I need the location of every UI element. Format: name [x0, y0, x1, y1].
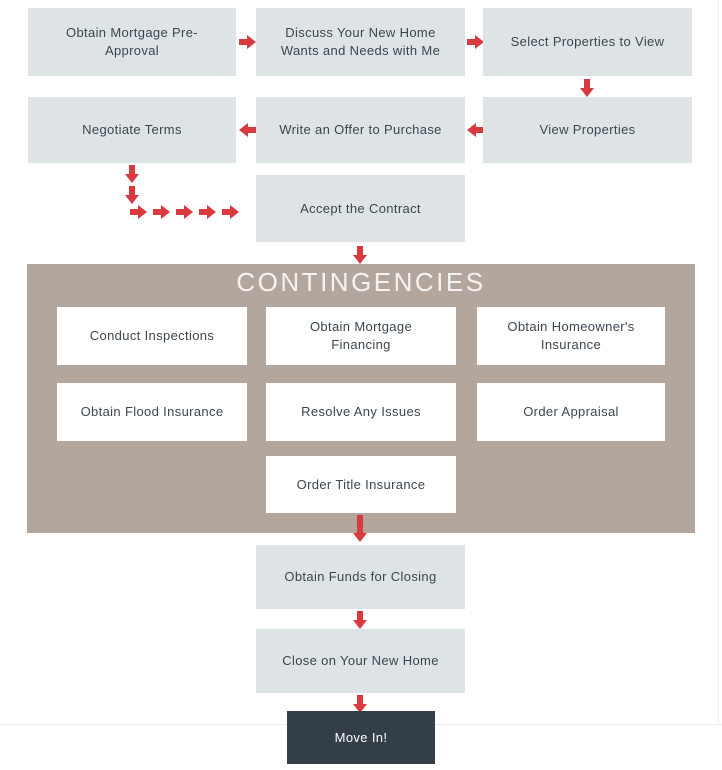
step-close-on-new-home: Close on Your New Home — [256, 629, 465, 693]
step-select-properties: Select Properties to View — [483, 8, 692, 76]
contingency-conduct-inspections: Conduct Inspections — [57, 307, 247, 365]
step-discuss-wants-needs: Discuss Your New Home Wants and Needs with Me — [256, 8, 465, 76]
arrow-right-icon — [153, 205, 170, 219]
arrow-down-icon — [353, 611, 367, 629]
step-obtain-funds-for-closing: Obtain Funds for Closing — [256, 545, 465, 609]
arrow-right-icon — [222, 205, 239, 219]
contingencies-title: CONTINGENCIES — [236, 267, 486, 297]
step-move-in: Move In! — [287, 711, 435, 764]
step-obtain-mortgage-preapproval: Obtain Mortgage Pre-Approval — [28, 8, 236, 76]
arrow-right-icon — [199, 205, 216, 219]
arrow-left-icon — [239, 123, 256, 137]
arrow-down-icon — [125, 165, 139, 183]
arrow-down-icon — [580, 79, 594, 97]
step-negotiate-terms: Negotiate Terms — [28, 97, 236, 163]
arrow-down-icon — [353, 515, 367, 542]
arrow-right-icon — [467, 35, 484, 49]
arrow-right-icon — [239, 35, 256, 49]
page-edge-vertical-line — [718, 0, 719, 724]
step-view-properties: View Properties — [483, 97, 692, 163]
arrow-right-icon — [130, 205, 147, 219]
contingency-obtain-homeowners-insurance: Obtain Homeowner's Insurance — [477, 307, 665, 365]
arrow-down-icon — [353, 246, 367, 264]
arrow-down-icon — [125, 186, 139, 204]
contingency-order-appraisal: Order Appraisal — [477, 383, 665, 441]
contingency-resolve-any-issues: Resolve Any Issues — [266, 383, 456, 441]
contingency-obtain-mortgage-financing: Obtain Mortgage Financing — [266, 307, 456, 365]
contingency-order-title-insurance: Order Title Insurance — [266, 456, 456, 513]
step-accept-contract: Accept the Contract — [256, 175, 465, 242]
contingency-obtain-flood-insurance: Obtain Flood Insurance — [57, 383, 247, 441]
arrow-left-icon — [467, 123, 484, 137]
arrow-right-icon — [176, 205, 193, 219]
step-write-offer: Write an Offer to Purchase — [256, 97, 465, 163]
